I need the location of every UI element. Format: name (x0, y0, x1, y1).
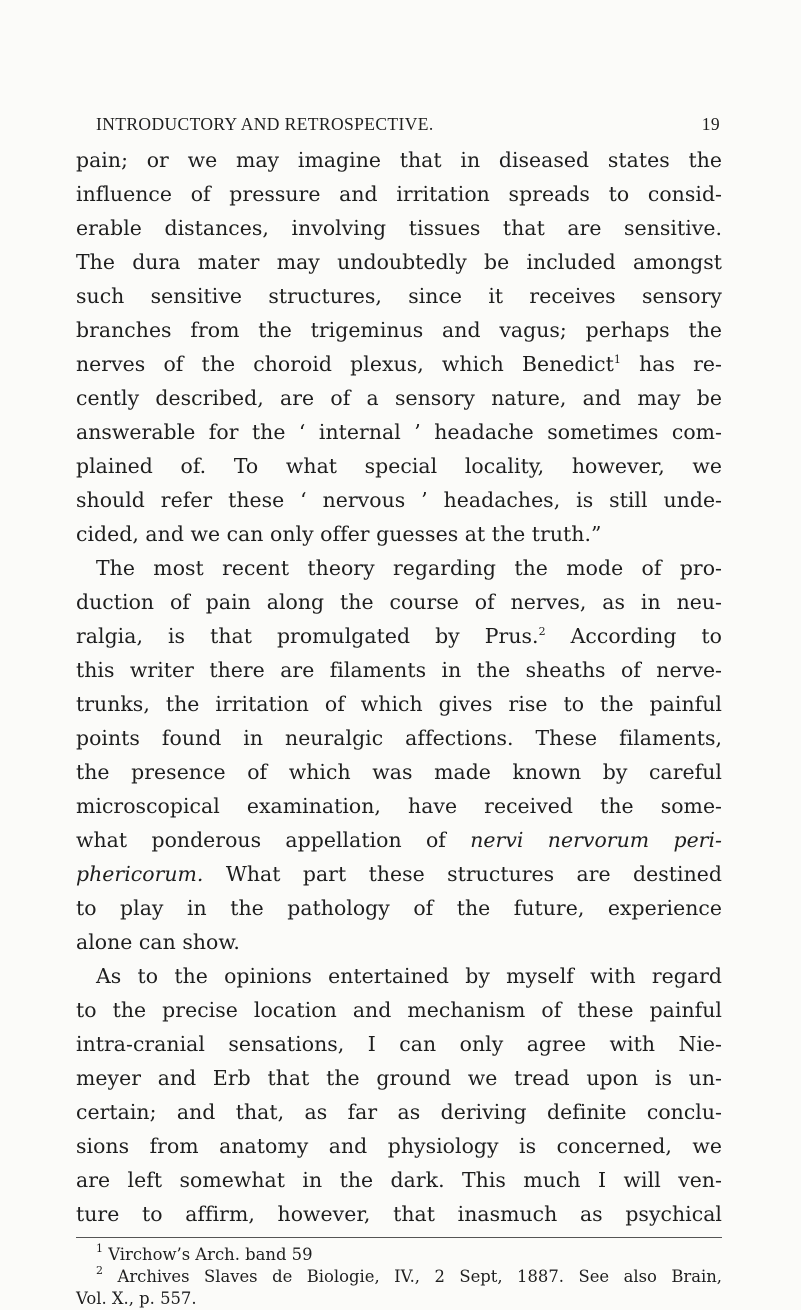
text-line (76, 823, 722, 857)
text-segment: What part these structures are destined (225, 862, 722, 886)
text-line: ture to affirm, however, that inasmuch as psychical (76, 1202, 722, 1226)
italic-term: nervi nervorum peri- (470, 828, 722, 852)
footnote-text: Archives Slaves de Biologie, IV., 2 Sept, 1887. See also Brain, (117, 1267, 722, 1286)
footnote-2 (76, 1266, 722, 1288)
footnote-ref-1: 1 (613, 353, 621, 366)
text-segment: has re- (639, 352, 722, 376)
body-text (76, 143, 722, 1231)
text-line: alone can show. (76, 930, 240, 954)
text-line: answerable for the ‘ internal ’ headache sometimes com- (76, 420, 722, 444)
footnote-divider (76, 1237, 722, 1238)
text-segment: According to (570, 624, 722, 648)
text-line: duction of pain along the course of nerves, as in neu- (76, 590, 722, 614)
page-number: 19 (701, 114, 720, 134)
text-line (76, 619, 722, 653)
text-line: such sensitive structures, since it receives sensory (76, 284, 722, 308)
text-line: to play in the pathology of the future, experience (76, 896, 722, 920)
text-line: plained of. To what special locality, however, we (76, 454, 722, 478)
running-title: INTRODUCTORY AND RETROSPECTIVE. (96, 114, 434, 134)
text-line: erable distances, involving tissues that are sensitive. (76, 216, 722, 240)
footnote-ref-2: 2 (538, 625, 546, 638)
text-line: As to the opinions entertained by myself with regard (96, 964, 722, 988)
footnotes (76, 1244, 722, 1310)
text-line: to the precise location and mechanism of these painful (76, 998, 722, 1022)
text-line: certain; and that, as far as deriving definite conclu- (76, 1100, 722, 1124)
text-line (76, 857, 722, 891)
text-segment: what ponderous appellation of (76, 828, 446, 852)
text-line: cently described, are of a sensory nature, and may be (76, 386, 722, 410)
text-segment: nerves of the choroid plexus, which Benedict (76, 352, 614, 376)
text-line: should refer these ‘ nervous ’ headaches, is still unde- (76, 488, 722, 512)
footnote-text: Virchow’s Arch. band 59 (108, 1245, 313, 1264)
text-line: meyer and Erb that the ground we tread upon is un- (76, 1066, 722, 1090)
footnote-marker: 1 (96, 1242, 103, 1255)
italic-term: phericorum. (76, 862, 204, 886)
text-line: branches from the trigeminus and vagus; perhaps the (76, 318, 722, 342)
footnote-2-continued: Vol. X., p. 557. (76, 1289, 197, 1308)
text-line: The dura mater may undoubtedly be included amongst (76, 250, 722, 274)
text-line: the presence of which was made known by careful (76, 760, 722, 784)
text-line: influence of pressure and irritation spreads to consid- (76, 182, 722, 206)
running-header (76, 108, 722, 140)
text-line: points found in neuralgic affections. These filaments, (76, 726, 722, 750)
text-line: are left somewhat in the dark. This much I will ven- (76, 1168, 722, 1192)
text-line: pain; or we may imagine that in diseased states the (76, 148, 722, 172)
text-line: cided, and we can only offer guesses at the truth.” (76, 522, 602, 546)
text-line: intra-cranial sensations, I can only agree with Nie- (76, 1032, 722, 1056)
footnote-marker: 2 (96, 1264, 103, 1277)
text-line: The most recent theory regarding the mode of pro- (96, 556, 722, 580)
text-line: trunks, the irritation of which gives rise to the painful (76, 692, 722, 716)
footnote-1 (76, 1244, 722, 1266)
text-line: sions from anatomy and physiology is concerned, we (76, 1134, 722, 1158)
text-line (76, 347, 722, 381)
text-segment: ralgia, is that promulgated by Prus. (76, 624, 539, 648)
text-line: this writer there are filaments in the sheaths of nerve- (76, 658, 722, 682)
text-line: microscopical examination, have received the some- (76, 794, 722, 818)
book-page (76, 108, 722, 1310)
